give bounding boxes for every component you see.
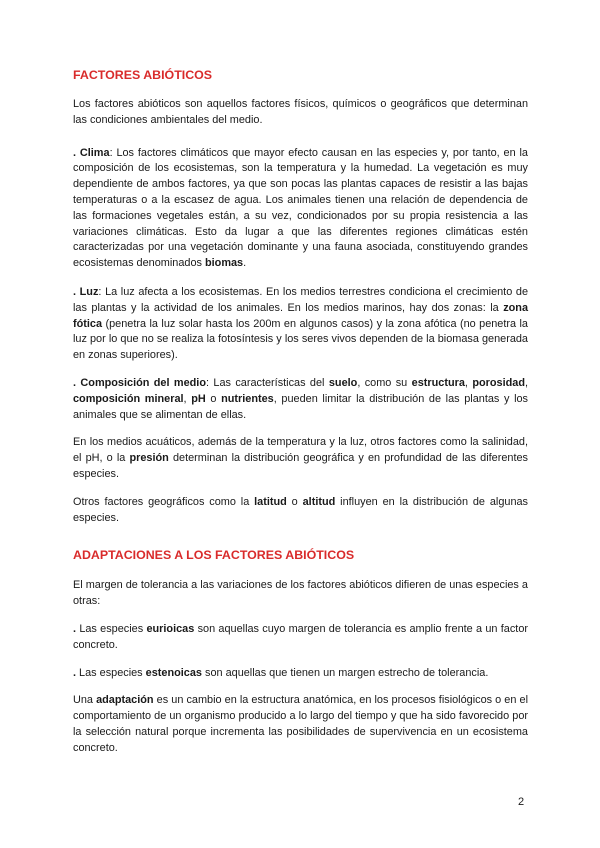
text-run: Una (73, 694, 97, 707)
text-run: es un cambio en la estructura anatómica, en los procesos fisiológicos o en el comportamiento de un organismo producido a lo largo del tiempo y que ha sido favorecido por la selección natural porque incrementa las posibilidades de supervivencia en un ecosistema concreto. (73, 694, 528, 754)
text-run: determinan la distribución geográfica y en profundidad de las diferentes especies. (73, 452, 528, 480)
luz-label: Luz (79, 285, 99, 298)
text-run: son aquellas cuyo margen de tolerancia es amplio frente a un factor concreto. (73, 622, 528, 651)
text-run: Las especies (76, 666, 146, 679)
composicion-mineral-term: composición mineral (73, 392, 184, 405)
estenoicas-term: estenoicas (145, 666, 202, 679)
bullet: . (73, 622, 77, 635)
suelo-term: suelo (328, 376, 358, 389)
text-run: , (524, 376, 528, 389)
ph-term: pH (191, 392, 206, 405)
eurioicas-paragraph (73, 622, 528, 654)
text-run: : Las características del (205, 376, 329, 389)
text-run: , pueden limitar la distribución de las plantas y los animales que se alimentan de ellas. (73, 392, 528, 421)
intro-text: Los factores abióticos son aquellos factores físicos, químicos o geográficos que determinan las condiciones ambientales del medio. (73, 98, 528, 126)
eurioicas-term: eurioicas (146, 622, 195, 635)
bullet: . (73, 666, 77, 679)
adaptacion-term: adaptación (96, 694, 154, 707)
clima-label: Clima (79, 146, 110, 159)
bullet: . (73, 376, 77, 389)
bullet: . (73, 285, 77, 298)
nutrientes-term: nutrientes (221, 392, 274, 405)
porosidad-term: porosidad (472, 376, 525, 389)
zona-fotica-term: zona fótica (73, 301, 528, 330)
text-run: influyen en la distribución de algunas especies. (73, 495, 529, 524)
text-run: Otros factores geográficos como la (73, 495, 255, 508)
page-number: 2 (518, 796, 525, 808)
section-title-adaptaciones: ADAPTACIONES A LOS FACTORES ABIÓTICOS (73, 548, 355, 563)
composicion-paragraph (73, 376, 528, 423)
clima-end: . (243, 257, 247, 270)
luz-text: : La luz afecta a los ecosistemas. En los medios terrestres condiciona el crecimiento de las plantas y la actividad de los animales. En los medios marinos, hay dos zonas: la (73, 285, 528, 314)
adaptacion-paragraph (73, 693, 528, 756)
biomas-term: biomas (204, 257, 244, 270)
acuaticos-paragraph (73, 435, 528, 482)
text-run: , como su (357, 376, 412, 389)
clima-text: : Los factores climáticos que mayor efecto causan en las especies y, por tanto, en la composición de los ecosistemas, son la temperatura y la humedad. La vegetación es muy dependiente de ambos factores, ya que son pocas las plantas capaces de resistir a las bajas temperaturas o a la escasez de agua. Los animales tienen una relación de dependencia de las formaciones vegetales están, a su vez, condicionados por su propia resistencia a las variaciones climáticas. Esto da lugar a que las diferentes regiones climáticas estén caracterizadas por una vegetación dominante y una fauna asociada, constituyendo grandes ecosistemas denominados (73, 146, 528, 270)
text-run: son aquellas que tienen un margen estrecho de tolerancia. (201, 666, 489, 679)
estenoicas-paragraph (73, 666, 528, 682)
text-run: , (464, 376, 473, 389)
composicion-label: Composición del medio (80, 376, 206, 389)
presion-term: presión (129, 452, 169, 465)
section-title-factores: FACTORES ABIÓTICOS (73, 68, 213, 82)
intro-paragraph (73, 97, 528, 129)
text-run: El margen de tolerancia a las variaciones de los factores abióticos difieren de unas especies a otras: (73, 579, 528, 608)
text-run: o (286, 495, 303, 508)
luz-end: (penetra la luz solar hasta los 200m en algunos casos) y la zona afótica (no penetra la luz por lo que no se realiza la fotosíntesis y los seres vivos dependen de la biomasa generada en zonas superiores). (73, 317, 528, 362)
text-run: , (183, 392, 192, 405)
luz-paragraph (73, 285, 528, 364)
bullet: . (73, 146, 77, 159)
latitud-term: latitud (254, 495, 287, 508)
estructura-term: estructura (411, 376, 465, 389)
text-run: o (205, 392, 222, 405)
geograficos-paragraph (73, 495, 528, 527)
text-run: En los medios acuáticos, además de la temperatura y la luz, otros factores como la salinidad, el pH, o la (73, 436, 528, 465)
text-run: Las especies (76, 622, 147, 635)
clima-paragraph (73, 146, 528, 272)
tolerancia-paragraph (73, 578, 528, 610)
document-page (73, 68, 528, 757)
altitud-term: altitud (302, 495, 336, 508)
